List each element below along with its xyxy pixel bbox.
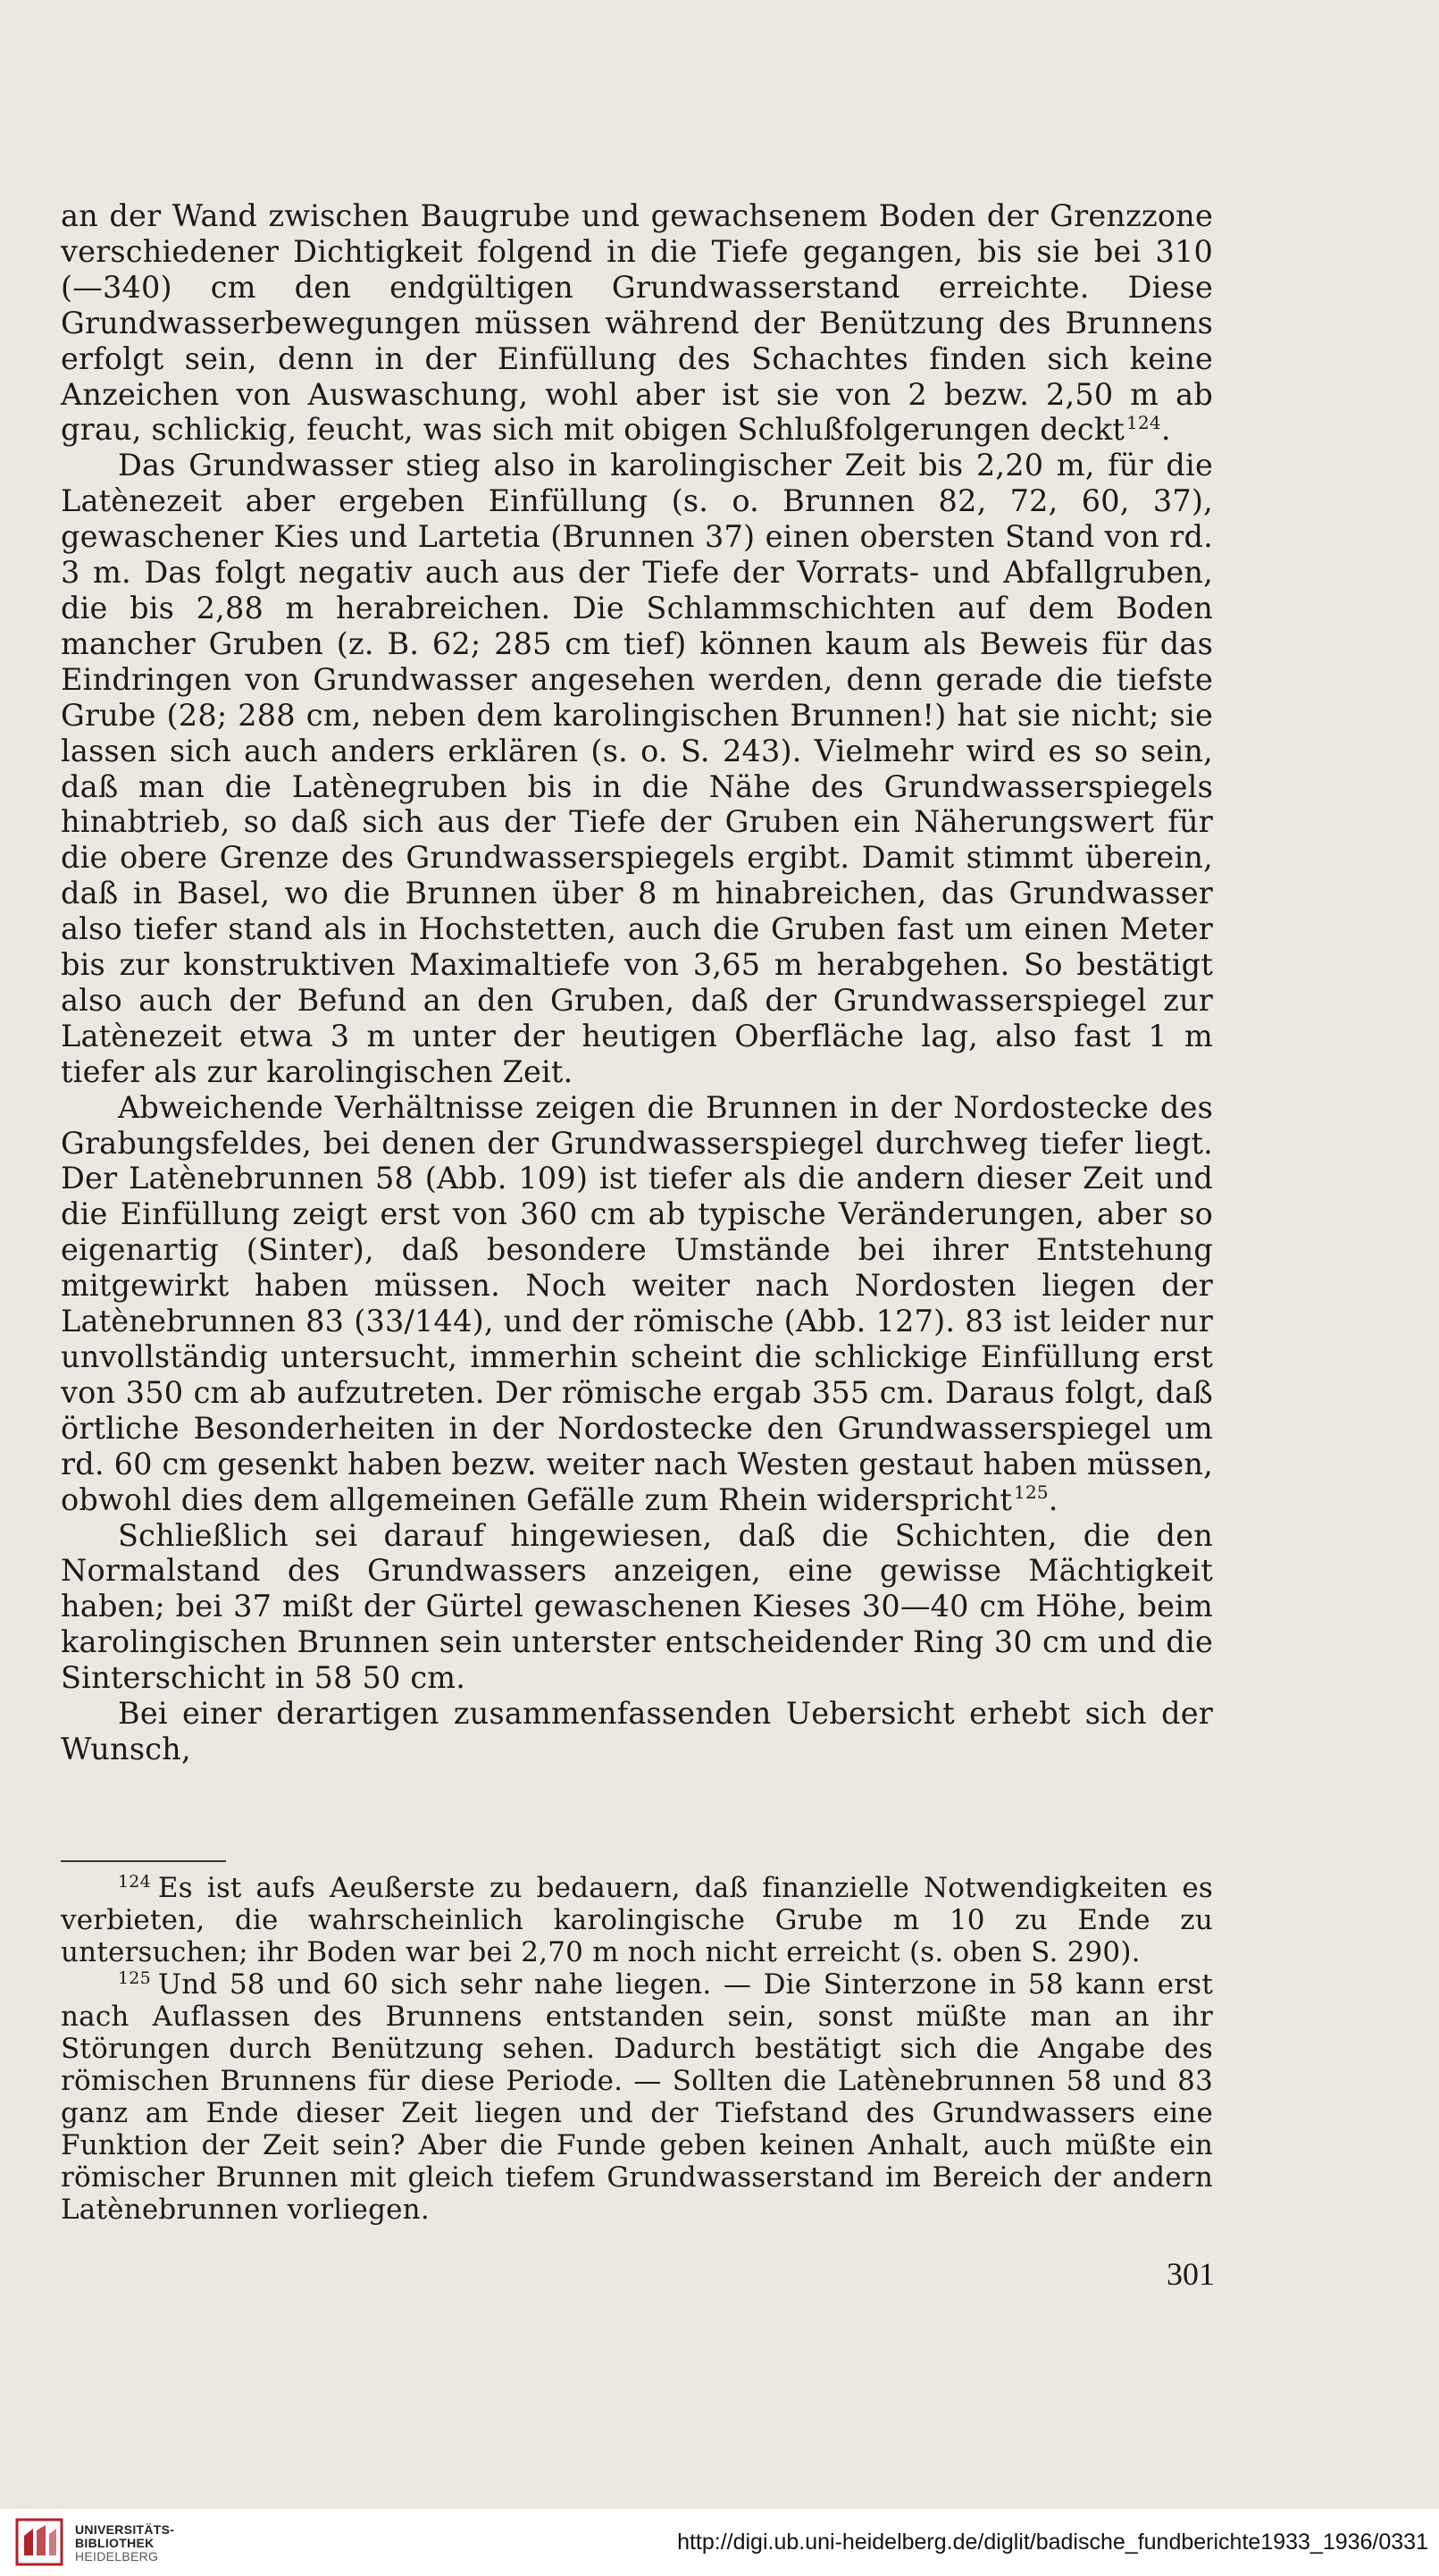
footnote-divider xyxy=(61,1860,226,1862)
paragraph xyxy=(61,448,1213,1089)
footnote-text: Es ist aufs Aeußerste zu bedauern, daß finanzielle Notwendigkeiten es verbieten, die wahrscheinlich karolingische Grube m 10 zu Ende zu untersuchen; ihr Boden war bei 2,70 m noch nicht erreicht (s. oben S. 290). xyxy=(61,1872,1213,1968)
library-name-line: HEIDELBERG xyxy=(75,2549,159,2563)
paragraph-text: Das Grundwasser stieg also in karolingischer Zeit bis 2,20 m, für die Latènezeit aber ergeben Einfüllung (s. o. Brunnen 82, 72, 60, 37), gewaschener Kies und Lartetia (Brunnen 37) einen obersten Stand von rd. 3 m. Das folgt negativ auch aus der Tiefe der Vorrats- und Abfallgruben, die bis 2,88 m herabreichen. Die Schlammschichten auf dem Boden mancher Gruben (z. B. 62; 285 cm tief) können kaum als Beweis für das Eindringen von Grundwasser angesehen werden, denn gerade die tiefste Grube (28; 288 cm, neben dem karolingischen Brunnen!) hat sie nicht; sie lassen sich auch anders erklären (s. o. S. 243). Vielmehr wird es so sein, daß man die Latènegruben bis in die Nähe des Grundwasserspiegels hinabtrieb, so daß sich aus der Tiefe der Gruben ein Näherungswert für die obere Grenze des Grundwasserspiegels ergibt. Damit stimmt überein, daß in Basel, wo die Brunnen über 8 m hinabreichen, das Grundwasser also tiefer stand als in Hochstetten, auch die Gruben fast um einen Meter bis zur konstruktiven Maximaltiefe von 3,65 m herabgehen. So bestätigt also auch der Befund an den Gruben, daß der Grundwasserspiegel zur Latènezeit etwa 3 m unter der heutigen Oberfläche lag, also fast 1 m tiefer als zur karolingischen Zeit. xyxy=(61,448,1213,1089)
library-name xyxy=(75,2523,174,2563)
footnote-number: 124 xyxy=(118,1871,151,1892)
main-text xyxy=(61,198,1213,1767)
library-name-line: BIBLIOTHEK xyxy=(75,2536,155,2550)
footnote-number: 125 xyxy=(118,1968,151,1988)
paragraph-text: Abweichende Verhältnisse zeigen die Brunnen in der Nordostecke des Grabungsfeldes, bei denen der Grundwasserspiegel durchweg tiefer liegt. Der Latènebrunnen 58 (Abb. 109) ist tiefer als die andern dieser Zeit und die Einfüllung zeigt erst von 360 cm ab typische Veränderungen, aber so eigenartig (Sinter), daß besondere Umstände bei ihrer Entstehung mitgewirkt haben müssen. Noch weiter nach Nordosten liegen der Latènebrunnen 83 (33/144), und der römische (Abb. 127). 83 ist leider nur unvollständig untersucht, immerhin scheint die schlickige Einfüllung erst von 350 cm ab aufzutreten. Der römische ergab 355 cm. Daraus folgt, daß örtliche Besonderheiten in der Nordostecke den Grundwasserspiegel um rd. 60 cm gesenkt haben bezw. weiter nach Westen gestaut haben müssen, obwohl dies dem allgemeinen Gefälle zum Rhein widerspricht xyxy=(61,1089,1213,1517)
university-library-logo-icon[interactable] xyxy=(13,2516,65,2568)
page-number: 301 xyxy=(1167,2256,1215,2292)
paragraph-punct: . xyxy=(1048,1481,1058,1517)
paragraph-text: Schließlich sei darauf hingewiesen, daß die Schichten, die den Normalstand des Grundwassers anzeigen, eine gewisse Mächtigkeit haben; bei 37 mißt der Gürtel gewaschenen Kieses 30—40 cm Höhe, beim karolingischen Brunnen sein unterster entscheidender Ring 30 cm und die Sinterschicht in 58 50 cm. xyxy=(61,1517,1213,1696)
paragraph-text: Bei einer derartigen zusammenfassenden Uebersicht erhebt sich der Wunsch, xyxy=(61,1696,1213,1766)
paragraph-punct: . xyxy=(1160,412,1171,448)
permalink-url[interactable]: http://digi.ub.uni-heidelberg.de/diglit/badische_fundberichte1933_1936/0331 xyxy=(677,2530,1428,2555)
footnote-124 xyxy=(61,1872,1213,1968)
footnote-ref-124[interactable]: 124 xyxy=(1126,412,1161,434)
footnote-text: Und 58 und 60 sich sehr nahe liegen. — Die Sinterzone in 58 kann erst nach Auflassen des Brunnens entstanden sein, sonst müßte man an ihr Störungen durch Benützung sehen. Dadurch bestätigt sich die Angabe des römischen Brunnens für diese Periode. — Sollten die Latènebrunnen 58 und 83 ganz am Ende dieser Zeit liegen und der Tiefstand des Grundwassers eine Funktion der Zeit sein? Aber die Funde geben keinen Anhalt, auch müßte ein römischer Brunnen mit gleich tiefem Grundwasserstand im Bereich der andern Latènebrunnen vorliegen. xyxy=(61,1968,1213,2226)
library-name-line: UNIVERSITÄTS- xyxy=(75,2522,175,2537)
paragraph xyxy=(61,1518,1213,1697)
footnotes xyxy=(61,1872,1213,2226)
paragraph xyxy=(61,1090,1213,1518)
viewer-footer xyxy=(0,2509,1439,2576)
footnote-125 xyxy=(61,1968,1213,2226)
paragraph-text: an der Wand zwischen Baugrube und gewachsenem Boden der Grenzzone verschiedener Dichtigkeit folgend in die Tiefe gegangen, bis sie bei 310 (—340) cm den endgültigen Grundwasserstand erreichte. Diese Grundwasserbewegungen müssen während der Benützung des Brunnens erfolgt sein, denn in der Einfüllung des Schachtes finden sich keine Anzeichen von Auswaschung, wohl aber ist sie von 2 bezw. 2,50 m ab grau, schlickig, feucht, was sich mit obigen Schlußfolgerungen deckt xyxy=(61,198,1213,448)
footnote-ref-125[interactable]: 125 xyxy=(1014,1481,1049,1504)
paragraph xyxy=(61,1696,1213,1767)
paragraph xyxy=(61,198,1213,448)
